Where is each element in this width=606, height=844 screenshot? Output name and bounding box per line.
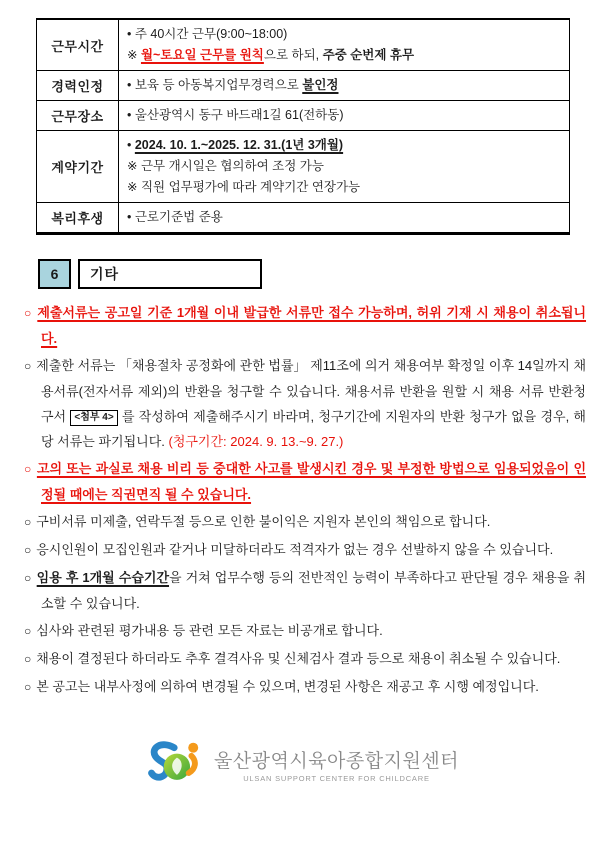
note-bullet-marker: ○: [24, 462, 32, 476]
note-item: [24, 674, 586, 700]
section-title-box: 기타: [78, 259, 262, 289]
note-text-emph: 임용 후 1개월 수습기간: [36, 570, 170, 585]
note-text: 를 작성하여 제출해주시기 바라며, 청구기간에 지원자의 반환 청구가 없을 경우, 해당 서류는 파기됩니다.: [41, 409, 586, 449]
org-name-block: [214, 746, 459, 783]
note-item: [24, 300, 586, 351]
note-text: 채용이 결정된다 하더라도 추후 결격사유 및 신체검사 결과 등으로 채용이 취소될 수 있습니다.: [36, 651, 561, 666]
info-table: [36, 18, 570, 235]
note-item: [24, 618, 586, 644]
note-bullet-marker: ○: [24, 571, 32, 585]
note-text: 구비서류 미제출, 연락두절 등으로 인한 불이익은 지원자 본인의 책임으로 합니다.: [36, 514, 491, 529]
footer-logo: [0, 740, 606, 788]
row-header-cell: 근무시간: [37, 20, 119, 70]
org-name-korean: 울산광역시육아종합지원센터: [213, 750, 460, 772]
line-text: ※: [127, 48, 141, 62]
logo-orange-dot: [188, 743, 198, 753]
note-bullet-marker: ○: [24, 680, 32, 694]
note-bullet-marker: ○: [24, 359, 32, 373]
line-text-emph: 2024. 10. 1.~2025. 12. 31.(1년 3개월): [134, 138, 344, 152]
table-line: [127, 75, 561, 96]
table-row: [37, 101, 569, 131]
note-item: [24, 646, 586, 672]
table-row: [37, 20, 569, 71]
attachment-ref-box: <첨부 4>: [70, 410, 117, 426]
org-name-english: ULSAN SUPPORT CENTER FOR CHILDCARE: [243, 773, 430, 783]
table-line: [127, 156, 561, 177]
row-header-cell: 경력인정: [37, 71, 119, 100]
line-text: • 근로기준법 준용: [127, 210, 223, 224]
line-text: • 울산광역시 동구 바드래1길 61(전하동): [127, 108, 344, 122]
row-content-cell: [119, 71, 569, 100]
line-text-bold: 주중 순번제 휴무: [322, 48, 415, 62]
note-bullet-marker: ○: [24, 543, 32, 557]
table-row: [37, 71, 569, 101]
table-line: [127, 177, 561, 198]
note-text: 심사와 관련된 평가내용 등 관련 모든 자료는 비공개로 합니다.: [36, 623, 383, 638]
row-header-cell: 계약기간: [37, 131, 119, 202]
note-bullet-marker: ○: [24, 624, 32, 638]
table-row: [37, 131, 569, 203]
line-text: •: [127, 138, 135, 152]
note-text: 제출한 서류는 「채용절차 공정화에 관한 법률」 제11조에 의거 채용여부 확정일 이후 14일까지 채용서류(전자서류 제외)의 반환을 청구할 수 있습니다. 채용서류 반환을 원할 시 채용 서류 반환청구서: [36, 358, 587, 424]
row-header-cell: 복리후생: [37, 203, 119, 232]
note-item: [24, 353, 586, 454]
line-text: • 주 40시간 근무(9:00~18:00): [127, 27, 288, 41]
table-line: [127, 24, 561, 45]
row-content-cell: [119, 20, 569, 70]
note-text-red: (청구기간: 2024. 9. 13.~9. 27.): [168, 434, 344, 449]
table-line: [127, 45, 561, 66]
section-header: [38, 259, 262, 289]
note-bullet-marker: ○: [24, 515, 32, 529]
row-content-cell: [119, 203, 569, 232]
note-text-red-emph: 제출서류는 공고일 기준 1개월 이내 발급한 서류만 접수 가능하며, 허위 기재 시 채용이 취소됩니다.: [37, 305, 587, 346]
line-text: 으로 하되,: [263, 48, 323, 62]
note-bullet-marker: ○: [24, 306, 33, 320]
row-header-cell: 근무장소: [37, 101, 119, 130]
row-content-cell: [119, 131, 569, 202]
row-content-cell: [119, 101, 569, 130]
note-text: 을 거쳐 업무수행 등의 전반적인 능력이 부족하다고 판단될 경우 채용을 취소할 수 있습니다.: [41, 570, 587, 611]
line-text-emph: 불인정: [302, 78, 339, 92]
note-item: [24, 456, 586, 507]
note-bullet-marker: ○: [24, 652, 32, 666]
note-item: [24, 509, 586, 535]
section-number-badge: 6: [38, 259, 71, 289]
note-text-red-emph: 고의 또는 과실로 채용 비리 등 중대한 사고를 발생시킨 경우 및 부정한 방법으로 임용되었음이 인정될 때에는 직권면직 될 수 있습니다.: [36, 461, 587, 502]
org-logo-icon: [147, 740, 205, 788]
line-text: ※ 직원 업무평가에 따라 계약기간 연장가능: [127, 180, 361, 194]
table-line: [127, 207, 561, 228]
line-text-red-emph: 월~토요일 근무를 원칙: [140, 48, 264, 62]
table-row: [37, 203, 569, 232]
note-text: 응시인원이 모집인원과 같거나 미달하더라도 적격자가 없는 경우 선발하지 않을 수 있습니다.: [36, 542, 554, 557]
note-item: [24, 537, 586, 563]
line-text: • 보육 등 아동복지업무경력으로: [127, 78, 303, 92]
line-text: ※ 근무 개시일은 협의하여 조정 가능: [127, 159, 324, 173]
table-line: [127, 135, 561, 156]
notes-list: [24, 300, 586, 702]
note-item: [24, 565, 586, 616]
note-text: 본 공고는 내부사정에 의하여 변경될 수 있으며, 변경된 사항은 재공고 후 시행 예정입니다.: [36, 679, 539, 694]
table-line: [127, 105, 561, 126]
